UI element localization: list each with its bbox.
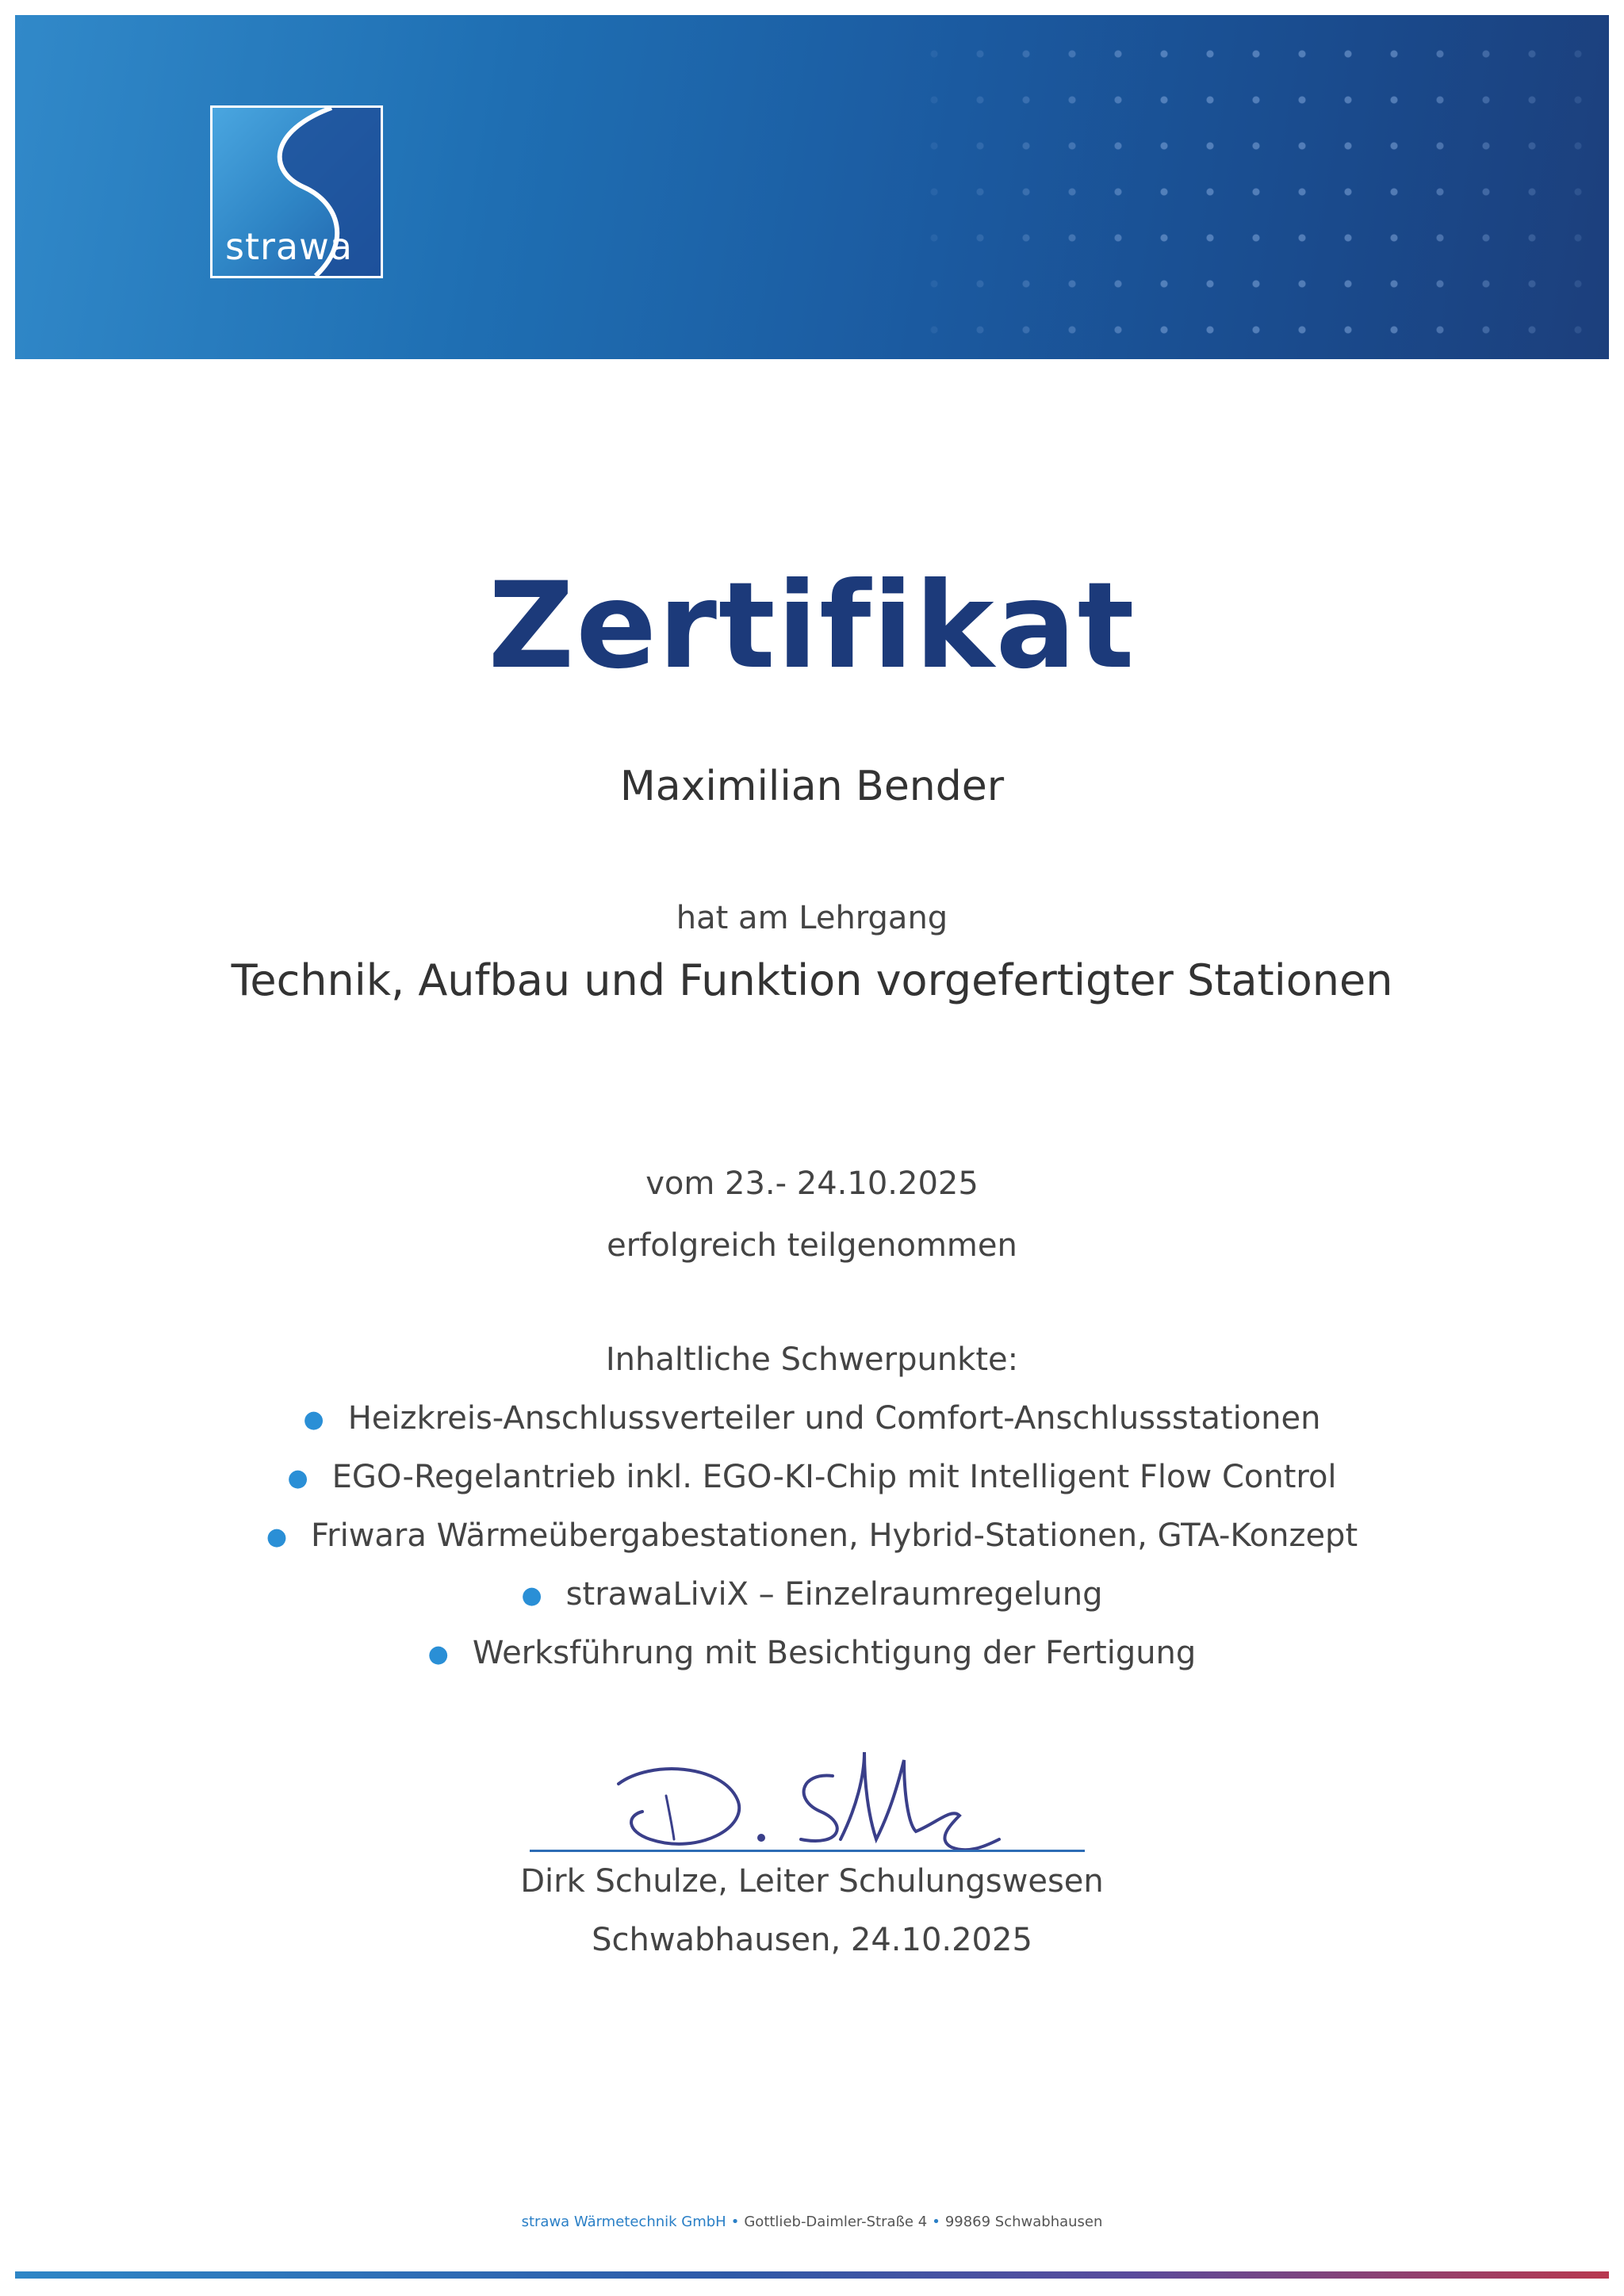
intro-text: hat am Lehrgang (676, 900, 948, 936)
bullet-icon: ● (427, 1640, 449, 1668)
topics-list (0, 1397, 1624, 1690)
topic-text: EGO-Regelantrieb inkl. EGO-KI-Chip mit Intelligent Flow Control (331, 1459, 1337, 1495)
bullet-icon: ● (266, 1523, 288, 1551)
signature-line (530, 1850, 1085, 1852)
topic-text: strawaLiviX – Einzelraumregelung (565, 1576, 1103, 1613)
footer-street: Gottlieb-Daimler-Straße 4 (744, 2214, 928, 2230)
strawa-logo (210, 105, 383, 278)
footer-address (0, 2214, 1624, 2230)
list-item (0, 1397, 1624, 1456)
topic-text: Heizkreis-Anschlussverteiler und Comfort-Anschlussstationen (347, 1400, 1321, 1437)
signer-name: Dirk Schulze, Leiter Schulungswesen (520, 1863, 1104, 1900)
handwritten-signature (603, 1728, 1015, 1855)
footer-separator: • (932, 2214, 940, 2230)
course-dates: vom 23.- 24.10.2025 (645, 1165, 979, 1202)
footer-city: 99869 Schwabhausen (944, 2214, 1103, 2230)
completion-text: erfolgreich teilgenommen (607, 1227, 1017, 1264)
topic-text: Werksführung mit Besichtigung der Fertigung (472, 1635, 1197, 1671)
bullet-icon: ● (287, 1464, 308, 1492)
header-banner (15, 15, 1609, 359)
topics-heading: Inhaltliche Schwerpunkte: (605, 1341, 1019, 1378)
footer-separator: • (730, 2214, 740, 2230)
bottom-color-bar (15, 2271, 1609, 2279)
logo-text: strawa (225, 225, 353, 268)
topic-text: Friwara Wärmeübergabestationen, Hybrid-Stationen, GTA-Konzept (311, 1517, 1358, 1554)
course-title: Technik, Aufbau und Funktion vorgefertigter Stationen (231, 955, 1393, 1005)
participant-name: Maximilian Bender (619, 763, 1005, 810)
bullet-icon: ● (521, 1582, 542, 1609)
place-date: Schwabhausen, 24.10.2025 (592, 1922, 1032, 1958)
certificate-title: Zertifikat (488, 557, 1136, 695)
list-item (0, 1632, 1624, 1690)
list-item (0, 1456, 1624, 1514)
bullet-icon: ● (303, 1406, 324, 1433)
list-item (0, 1573, 1624, 1632)
footer-company: strawa Wärmetechnik GmbH (521, 2214, 726, 2230)
list-item (0, 1514, 1624, 1573)
header-dot-pattern (911, 31, 1609, 359)
